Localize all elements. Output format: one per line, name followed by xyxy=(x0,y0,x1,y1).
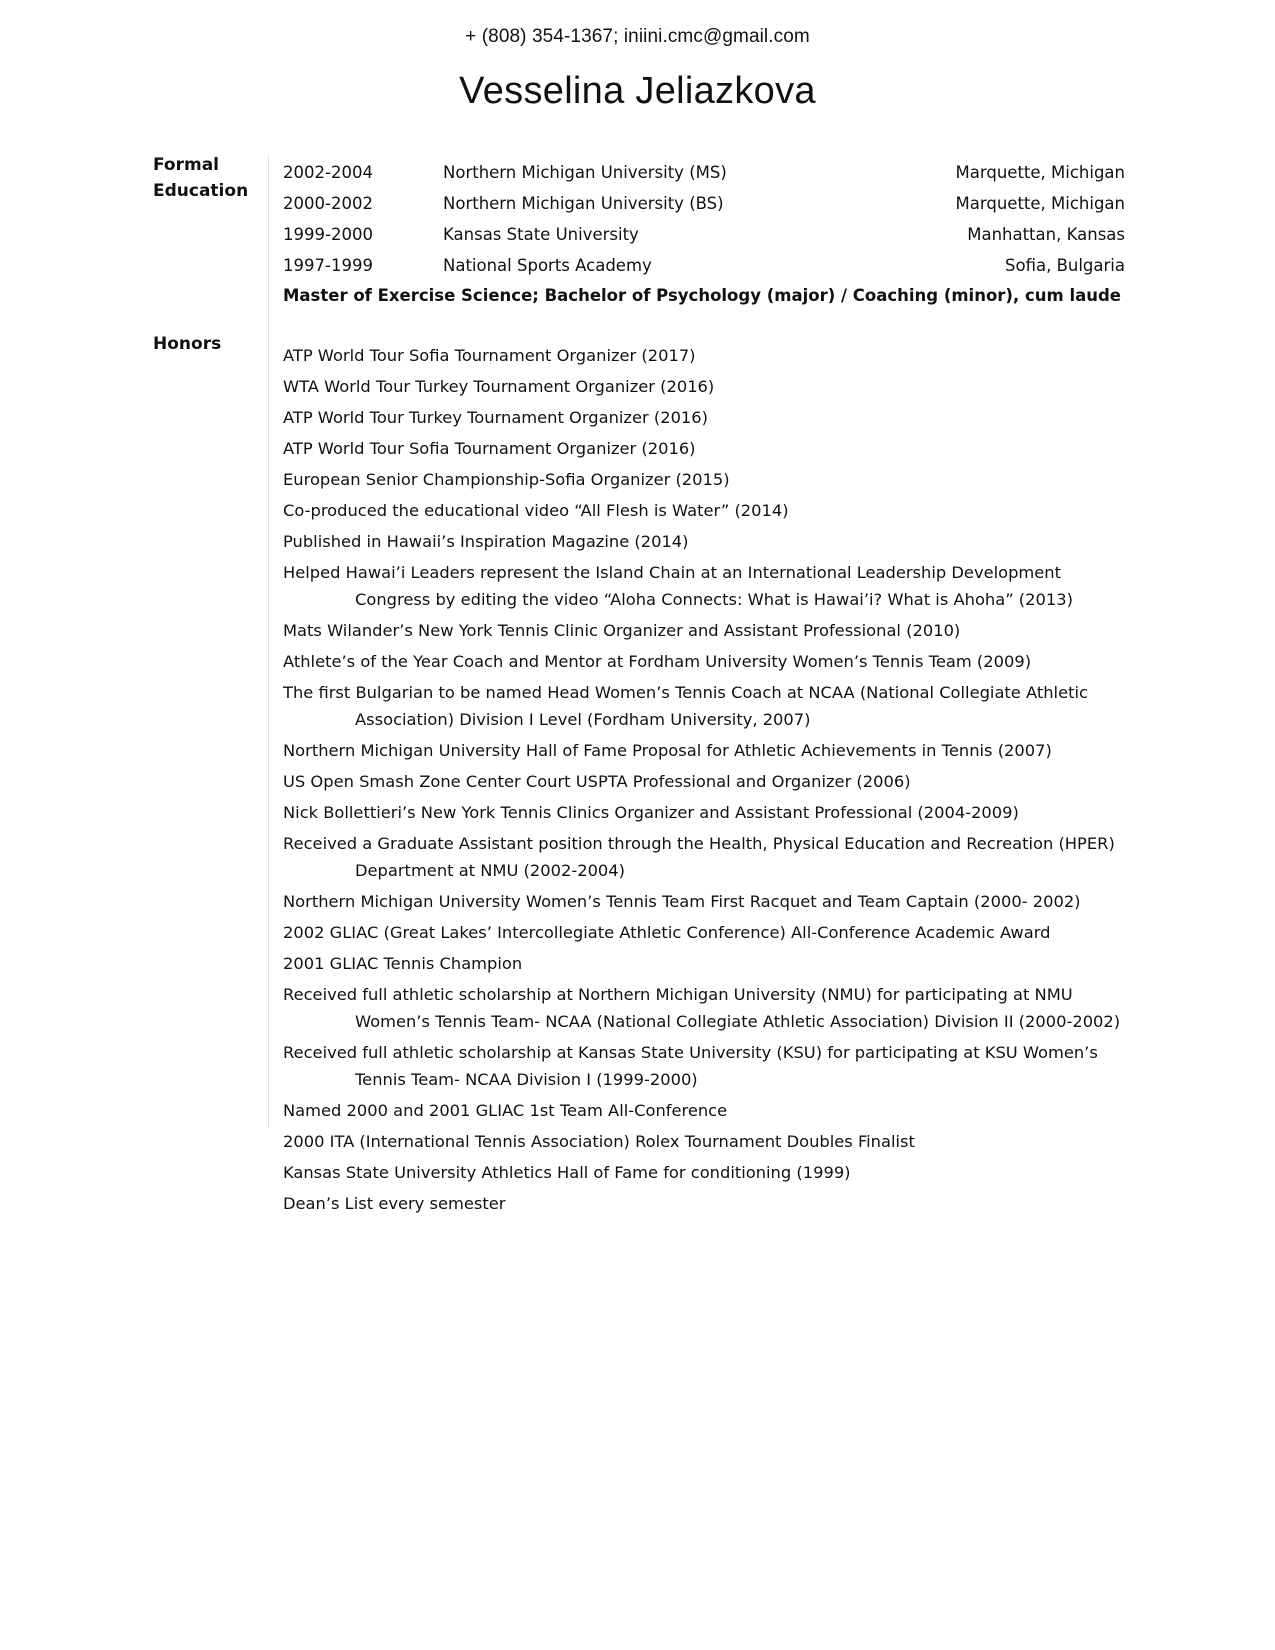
education-school: National Sports Academy xyxy=(443,256,652,275)
honor-item: Nick Bollettieri’s New York Tennis Clinics Organizer and Assistant Professional (2004-2009) xyxy=(283,803,1019,822)
education-label-line1: Formal xyxy=(153,155,219,175)
education-row xyxy=(283,223,1125,247)
honor-item: Northern Michigan University Women’s Tennis Team First Racquet and Team Captain (2000- 2002) xyxy=(283,892,1081,911)
education-location: Marquette, Michigan xyxy=(955,163,1125,182)
honor-item: European Senior Championship-Sofia Organizer (2015) xyxy=(283,470,730,489)
honor-item: Kansas State University Athletics Hall of Fame for conditioning (1999) xyxy=(283,1163,851,1182)
honor-item: Helped Hawai’i Leaders represent the Island Chain at an International Leadership Development Congress by editing the video “Aloha Connects: What is Hawai’i? What is Ahoha” (2013) xyxy=(283,563,1073,609)
person-name: Vesselina Jeliazkova xyxy=(459,70,816,112)
honor-item: 2000 ITA (International Tennis Association) Rolex Tournament Doubles Finalist xyxy=(283,1132,915,1151)
honor-item: Received full athletic scholarship at Northern Michigan University (NMU) for participating at NMU Women’s Tennis Team- NCAA (National Collegiate Athletic Association) Division II (2000-2002) xyxy=(283,985,1121,1031)
honor-item: ATP World Tour Turkey Tournament Organizer (2016) xyxy=(283,408,708,427)
honor-item: ATP World Tour Sofia Tournament Organizer (2017) xyxy=(283,346,696,365)
degree-summary: Master of Exercise Science; Bachelor of Psychology (major) / Coaching (minor), cum laude xyxy=(283,286,1121,305)
education-location: Marquette, Michigan xyxy=(955,194,1125,213)
honor-item: Published in Hawaii’s Inspiration Magazine (2014) xyxy=(283,532,689,551)
education-school: Northern Michigan University (BS) xyxy=(443,194,724,213)
honor-item: ATP World Tour Sofia Tournament Organizer (2016) xyxy=(283,439,696,458)
honor-item: Dean’s List every semester xyxy=(283,1194,506,1213)
education-years: 1997-1999 xyxy=(283,256,373,275)
education-location: Manhattan, Kansas xyxy=(967,225,1125,244)
education-school: Northern Michigan University (MS) xyxy=(443,163,727,182)
honor-item: Co-produced the educational video “All Flesh is Water” (2014) xyxy=(283,501,789,520)
education-row xyxy=(283,161,1125,185)
honor-item: 2002 GLIAC (Great Lakes’ Intercollegiate Athletic Conference) All-Conference Academic Award xyxy=(283,923,1051,942)
honor-item: Northern Michigan University Hall of Fame Proposal for Athletic Achievements in Tennis (2007) xyxy=(283,741,1052,760)
education-years: 2002-2004 xyxy=(283,163,373,182)
education-label-line2: Education xyxy=(153,181,249,201)
education-row xyxy=(283,254,1125,278)
honor-item: Mats Wilander’s New York Tennis Clinic Organizer and Assistant Professional (2010) xyxy=(283,621,961,640)
education-years: 1999-2000 xyxy=(283,225,373,244)
education-school: Kansas State University xyxy=(443,225,639,244)
education-location: Sofia, Bulgaria xyxy=(1005,256,1125,275)
education-years: 2000-2002 xyxy=(283,194,373,213)
honors-list xyxy=(283,342,1123,1221)
section-divider xyxy=(268,156,269,1128)
education-row xyxy=(283,192,1125,216)
honor-item: Received full athletic scholarship at Kansas State University (KSU) for participating at KSU Women’s Tennis Team- NCAA Division I (1999-2000) xyxy=(283,1043,1098,1089)
honor-item: Received a Graduate Assistant position through the Health, Physical Education and Recreation (HPER) Department at NMU (2002-2004) xyxy=(283,834,1115,880)
honor-item: 2001 GLIAC Tennis Champion xyxy=(283,954,523,973)
honors-section-label: Honors xyxy=(153,334,222,354)
honor-item: Named 2000 and 2001 GLIAC 1st Team All-Conference xyxy=(283,1101,728,1120)
honor-item: WTA World Tour Turkey Tournament Organizer (2016) xyxy=(283,377,715,396)
honor-item: The first Bulgarian to be named Head Women’s Tennis Coach at NCAA (National Collegiate Athletic Association) Division I Level (Fordham University, 2007) xyxy=(283,683,1088,729)
honor-item: US Open Smash Zone Center Court USPTA Professional and Organizer (2006) xyxy=(283,772,911,791)
education-section-label xyxy=(153,152,263,204)
contact-line: + (808) 354-1367; iniini.cmc@gmail.com xyxy=(465,26,810,47)
honor-item: Athlete’s of the Year Coach and Mentor at Fordham University Women’s Tennis Team (2009) xyxy=(283,652,1032,671)
